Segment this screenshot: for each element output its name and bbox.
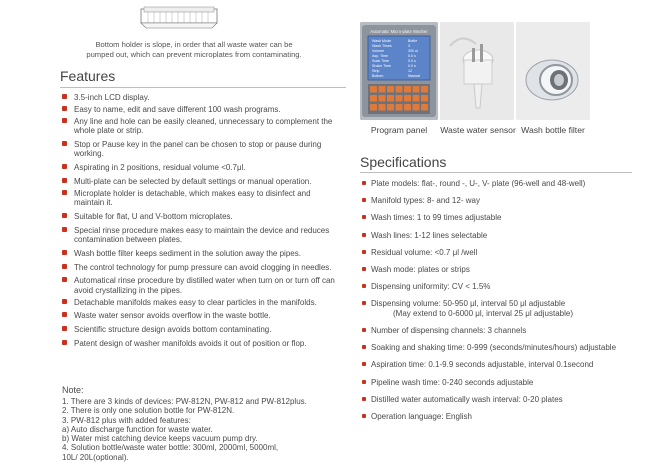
bullet-icon xyxy=(62,340,67,345)
bullet-icon xyxy=(62,312,67,317)
screen-setting-value: 12 xyxy=(408,69,412,73)
spec-item xyxy=(362,299,632,318)
screen-setting-label: Wash Times xyxy=(372,44,392,48)
bullet-icon xyxy=(362,362,366,366)
note-lines xyxy=(62,397,342,462)
bullet-icon xyxy=(62,227,67,232)
panel-key xyxy=(379,104,386,111)
bullet-icon xyxy=(362,414,366,418)
specifications-list xyxy=(362,179,632,429)
bullet-icon xyxy=(62,94,67,99)
feature-item xyxy=(62,140,352,159)
panel-key xyxy=(387,104,394,111)
bullet-icon xyxy=(62,118,67,123)
spec-item xyxy=(362,412,632,422)
bullet-icon xyxy=(362,198,366,202)
caption-waste-water-sensor: Waste water sensor xyxy=(440,125,516,135)
spec-item xyxy=(362,213,632,223)
features-title: Features xyxy=(60,68,116,84)
screen-setting-value: 0.0 s xyxy=(408,59,416,63)
spec-item xyxy=(362,378,632,388)
bullet-icon xyxy=(62,178,67,183)
feature-line: Easy to name, edit and save different 100 wash programs. xyxy=(74,104,281,114)
feature-line: Scientific structure design avoids bottom contaminating. xyxy=(74,325,272,335)
bullet-icon xyxy=(362,233,366,237)
bullet-icon xyxy=(362,380,366,384)
bullet-icon xyxy=(362,181,366,185)
bullet-icon xyxy=(62,299,67,304)
bullet-icon xyxy=(62,106,67,111)
bullet-icon xyxy=(362,215,366,219)
feature-item xyxy=(62,298,352,307)
spec-line: Dispensing uniformity: CV < 1.5% xyxy=(371,282,491,292)
bullet-icon xyxy=(362,345,366,349)
spec-line: Residual volume: <0.7 μl /well xyxy=(371,247,478,257)
spec-line: Pipeline wash time: 0-240 seconds adjustable xyxy=(371,377,534,387)
wash-bottle-filter-image xyxy=(516,22,590,120)
feature-item xyxy=(62,105,352,114)
panel-key xyxy=(387,86,394,93)
panel-key xyxy=(404,95,411,102)
feature-line: Patent design of washer manifolds avoids it out of position or flop. xyxy=(74,338,307,348)
note-line: 1. There are 3 kinds of devices: PW-812N, PW-812 and PW-812plus. xyxy=(62,397,307,406)
feature-item xyxy=(62,189,352,208)
spec-line: Distilled water automatically wash interval: 0-20 plates xyxy=(371,394,563,404)
bullet-icon xyxy=(362,250,366,254)
bullet-icon xyxy=(62,264,67,269)
screen-setting-label: Soak Time xyxy=(372,59,389,63)
spec-item xyxy=(362,179,632,189)
panel-key xyxy=(413,104,420,111)
bullet-icon xyxy=(362,328,366,332)
panel-key xyxy=(379,86,386,93)
feature-line: Multi-plate can be selected by default settings or manual operation. xyxy=(74,176,312,186)
feature-line: whole plate or strip. xyxy=(74,126,144,135)
bullet-icon xyxy=(362,284,366,288)
screen-setting-label: Shake Time xyxy=(372,64,391,68)
bullet-icon xyxy=(362,267,366,271)
feature-line: Any line and hole can be easily cleaned, unnecessary to complement the xyxy=(74,116,333,126)
program-panel-photo xyxy=(360,22,438,120)
feature-item xyxy=(62,325,352,334)
bullet-icon xyxy=(62,326,67,331)
panel-key xyxy=(413,95,420,102)
waste-water-sensor-photo xyxy=(440,22,514,120)
feature-line: Stop or Pause key in the panel can be chosen to stop or pause during xyxy=(74,139,322,149)
panel-key xyxy=(370,86,377,93)
spec-line: Wash times: 1 to 99 times adjustable xyxy=(371,213,502,223)
feature-line: Automatical rinse procedure by distilled water when turn on or turn off can xyxy=(74,276,335,286)
spec-item xyxy=(362,326,632,336)
feature-item xyxy=(62,249,352,258)
feature-line: Microplate holder is detachable, which makes easy to disinfect and xyxy=(74,188,311,198)
feature-item xyxy=(62,212,352,221)
note-line: 10L/ 20L(optional). xyxy=(62,452,129,462)
panel-key xyxy=(421,95,428,102)
feature-line: Special rinse procedure makes easy to maintain the device and reduces xyxy=(74,225,330,235)
spec-item xyxy=(362,343,632,353)
panel-key xyxy=(379,95,386,102)
feature-line: Wash bottle filter keeps sediment in the solution away the pipes. xyxy=(74,248,301,258)
spec-line: Operation language: English xyxy=(371,412,472,422)
spec-line: Plate models: flat-, round -, U-, V- plate (96-well and 48-well) xyxy=(371,179,586,188)
screen-setting-label: Wash Mode xyxy=(372,39,392,43)
note-line: b) Water mist catching device keeps vacuum pump dry. xyxy=(62,434,258,444)
note-line: 3. PW-812 plus with added features: xyxy=(62,415,191,425)
feature-item xyxy=(62,117,352,136)
feature-line: The control technology for pump pressure can avoid clogging in needles. xyxy=(74,262,332,272)
spec-item xyxy=(362,248,632,258)
bullet-icon xyxy=(62,190,67,195)
spec-line: Wash lines: 1-12 lines selectable xyxy=(371,230,488,240)
feature-line: Aspirating in 2 positions, residual volume <0.7μl. xyxy=(74,163,246,172)
spec-item xyxy=(362,265,632,275)
caption-program-panel: Program panel xyxy=(370,125,428,135)
bullet-icon xyxy=(62,213,67,218)
wash-bottle-filter-photo xyxy=(516,22,590,120)
bullet-icon xyxy=(62,141,67,146)
screen-setting-value: Manual xyxy=(408,74,420,78)
panel-key xyxy=(370,104,377,111)
feature-item xyxy=(62,93,352,102)
bullet-icon xyxy=(62,250,67,255)
screen-setting-value: 0.0 s xyxy=(408,64,416,68)
bullet-icon xyxy=(362,301,366,305)
panel-key xyxy=(413,86,420,93)
note-line: 4. Solution bottle/waste water bottle: 300ml, 2000ml, 5000ml, xyxy=(62,443,279,453)
spec-line: Aspiration time: 0.1-9.9 seconds adjustable, interval 0.1second xyxy=(371,360,594,370)
panel-key xyxy=(370,95,377,102)
feature-line: maintain it. xyxy=(74,198,113,207)
note-line: a) Auto discharge function for waste water. xyxy=(62,424,213,434)
feature-line: contamination between plates. xyxy=(74,235,183,244)
screen-setting-value: Bottle xyxy=(408,39,418,43)
feature-item xyxy=(62,311,352,320)
features-list xyxy=(62,93,352,353)
screen-setting-value: 3 xyxy=(408,44,410,48)
holder-caption-line-2: pumped out, which can prevent microplates from contaminating. xyxy=(86,50,302,59)
holder-caption-line-1: Bottom holder is slope, in order that all waste water can be xyxy=(95,40,293,49)
feature-line: Detachable manifolds makes easy to clear particles in the manifolds. xyxy=(74,297,317,307)
feature-line: Waste water sensor avoids overflow in the waste bottle. xyxy=(74,311,271,321)
feature-line: Suitable for flat, U and V-bottom microplates. xyxy=(74,211,233,221)
spec-line: (May extend to 0-6000 μl, interval 25 μl adjustable) xyxy=(393,308,573,318)
spec-item xyxy=(362,395,632,405)
note-title: Note: xyxy=(62,385,84,395)
spec-line: Manifold types: 8- and 12- way xyxy=(371,196,480,206)
screen-setting-value: 300 ul xyxy=(408,49,418,53)
panel-key xyxy=(396,104,403,111)
panel-title: Automatic Micro-plate Washer xyxy=(370,29,428,34)
feature-item xyxy=(62,177,352,186)
spec-item xyxy=(362,360,632,370)
panel-key xyxy=(421,86,428,93)
panel-key xyxy=(421,104,428,111)
panel-key xyxy=(404,86,411,93)
feature-line: 3.5-inch LCD display. xyxy=(74,93,150,102)
spec-line: Number of dispensing channels: 3 channels xyxy=(371,326,527,336)
feature-item xyxy=(62,226,352,245)
panel-key xyxy=(387,95,394,102)
feature-line: avoid crystallizing in the pipes. xyxy=(74,285,183,295)
caption-wash-bottle-filter: Wash bottle filter xyxy=(521,125,585,135)
feature-item xyxy=(62,263,352,272)
bullet-icon xyxy=(62,277,67,282)
feature-line: working. xyxy=(74,149,104,159)
screen-setting-label: Volume xyxy=(372,49,384,53)
spec-line: Soaking and shaking time: 0-999 (seconds/minutes/hours) adjustable xyxy=(371,343,617,353)
program-panel-image xyxy=(360,22,438,120)
bullet-icon xyxy=(362,397,366,401)
screen-setting-label: Strip xyxy=(372,69,380,73)
spec-item xyxy=(362,231,632,241)
spec-item xyxy=(362,196,632,206)
feature-item xyxy=(62,276,352,295)
spec-line: Wash mode: plates or strips xyxy=(371,264,470,274)
screen-setting-label: Bottom xyxy=(372,74,384,78)
waste-water-sensor-image xyxy=(440,22,514,120)
feature-item xyxy=(62,163,352,172)
note-line: 2. There is only one solution bottle for PW-812N. xyxy=(62,406,235,416)
screen-setting-value: 0.0 s xyxy=(408,54,416,58)
holder-caption xyxy=(60,40,328,60)
specifications-title: Specifications xyxy=(360,154,447,170)
spec-item xyxy=(362,282,632,292)
screen-setting-label: Asp. Time xyxy=(372,54,388,58)
bullet-icon xyxy=(62,164,67,169)
panel-key xyxy=(396,95,403,102)
features-divider xyxy=(60,87,346,88)
microplate-holder-drawing xyxy=(140,4,218,30)
panel-key xyxy=(404,104,411,111)
specifications-divider xyxy=(360,172,632,173)
spec-line: Dispensing volume: 50-950 μl, interval 50 μl adjustable xyxy=(371,299,566,309)
panel-key xyxy=(396,86,403,93)
feature-item xyxy=(62,339,352,348)
